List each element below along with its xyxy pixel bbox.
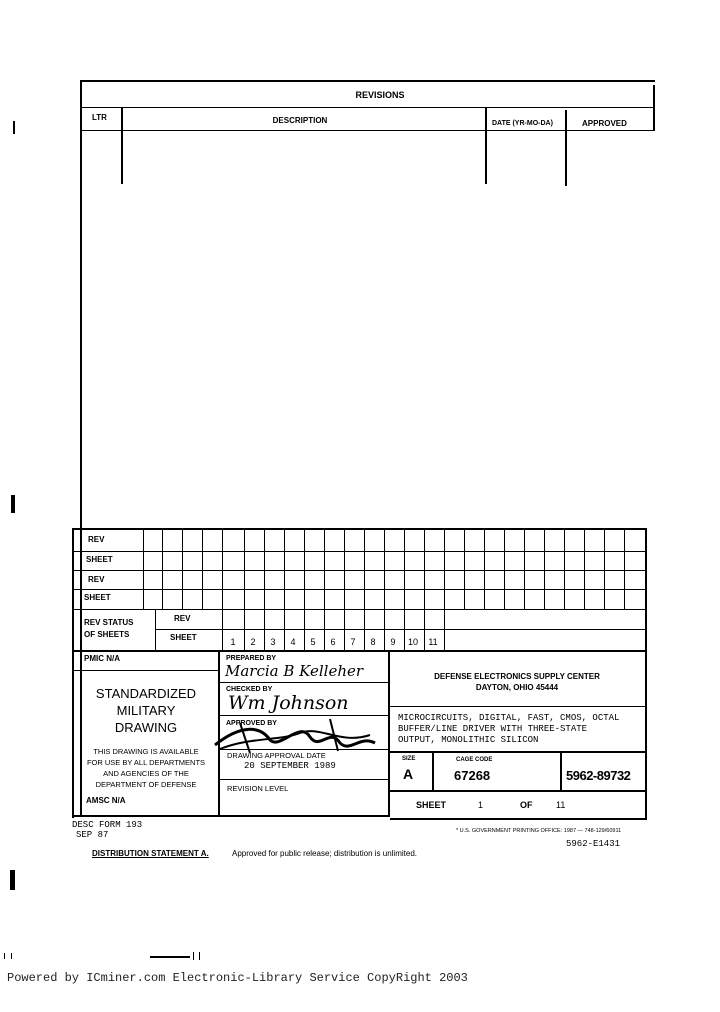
distribution-text: Approved for public release; distribution is unlimited. [232,849,417,858]
standardized-military-drawing: STANDARDIZED MILITARY DRAWING [95,686,197,735]
size-label: SIZE [402,756,416,762]
grid-label-rev: REV [88,535,105,544]
scan-artifact [193,952,200,960]
grid-column-line [464,529,465,609]
grid-column-line [304,529,305,609]
size-value: A [403,766,414,782]
description-header: DESCRIPTION [272,116,328,125]
sheet-value: 1 [478,800,484,810]
amsc-label: AMSC N/A [86,796,126,805]
sheet-number: 1 [230,637,236,647]
org-name: DEFENSE ELECTRONICS SUPPLY CENTER [434,672,600,681]
sheet-row-label: SHEET [170,633,197,642]
margin-mark [11,495,15,513]
checked-by-signature: Wm Johnson [228,692,349,714]
drawing-number: 5962-89732 [566,768,631,783]
sheet-number: 9 [390,637,396,647]
scan-artifact [150,956,190,958]
grid-column-line [544,529,545,609]
rev-status-label: REV STATUS OF SHEETS [84,618,134,639]
grid-column-line [504,529,505,609]
grid-column-line [182,529,183,609]
grid-column-line [364,529,365,609]
approved-header: APPROVED [582,119,627,128]
sheet-number: 10 [407,637,418,647]
grid-column-line [424,529,425,609]
grid-label-sheet: SHEET [84,593,111,602]
sheet-number: 8 [370,637,376,647]
cage-code-value: 67268 [454,768,491,783]
grid-column-line [202,529,203,609]
drawing-approval-date: 20 SEPTEMBER 1989 [244,761,336,771]
sheet-number: 4 [290,637,296,647]
grid-column-line [344,529,345,609]
prepared-by-signature: Marcia B Kelleher [225,662,364,680]
checked-by-label: CHECKED BY [226,686,273,693]
scan-artifact [4,953,12,959]
ltr-header: LTR [92,113,107,122]
sheet-number: 6 [330,637,336,647]
sheet-column-line [444,609,445,651]
prepared-by-label: PREPARED BY [226,655,277,662]
sheet-column-line [222,609,223,651]
drawing-title-line2: BUFFER/LINE DRIVER WITH THREE-STATE [398,724,588,734]
drawing-title-line1: MICROCIRCUITS, DIGITAL, FAST, CMOS, OCTAL [398,713,620,723]
grid-column-line [444,529,445,609]
margin-mark [10,870,15,890]
distribution-label: DISTRIBUTION STATEMENT A. [92,849,209,858]
grid-column-line [143,529,144,609]
gpo-line: * U.S. GOVERNMENT PRINTING OFFICE: 1987 — 748-129/60911 [456,828,622,834]
grid-label-rev: REV [88,575,105,584]
sheet-number: 2 [250,637,256,647]
approved-by-label: APPROVED BY [226,720,277,727]
grid-column-line [264,529,265,609]
grid-column-line [324,529,325,609]
grid-column-line [604,529,605,609]
approved-by-signature [210,715,385,755]
grid-column-line [162,529,163,609]
revision-level-label: REVISION LEVEL [227,784,289,793]
margin-mark [13,121,15,134]
grid-column-line [222,529,223,609]
grid-column-line [564,529,565,609]
date-header: DATE (YR-MO-DA) [492,120,553,127]
sheet-number: 11 [428,637,438,647]
revisions-title: REVISIONS [355,90,405,100]
drawing-approval-label: DRAWING APPROVAL DATE [227,751,326,760]
sheet-number: 7 [350,637,356,647]
org-address: DAYTON, OHIO 45444 [475,683,559,692]
drawing-title-line3: OUTPUT, MONOLITHIC SILICON [398,735,539,745]
grid-column-line [284,529,285,609]
sheet-label: SHEET [416,800,447,810]
grid-column-line [384,529,385,609]
grid-column-line [524,529,525,609]
grid-column-line [624,529,625,609]
grid-label-sheet: SHEET [86,555,113,564]
grid-column-line [404,529,405,609]
grid-column-line [584,529,585,609]
pmic-label: PMIC N/A [84,654,120,663]
grid-column-line [484,529,485,609]
grid-column-line [244,529,245,609]
powered-by-line: Powered by ICminer.com Electronic-Library Service CopyRight 2003 [7,971,468,985]
rev-row-label: REV [174,614,191,623]
sheet-number: 5 [310,637,316,647]
of-value: 11 [556,800,566,810]
cage-code-label: CAGE CODE [456,757,493,763]
form-date: SEP 87 [76,830,109,840]
form-number: DESC FORM 193 [72,820,143,830]
document-code: 5962-E1431 [566,839,621,849]
availability-statement: THIS DRAWING IS AVAILABLE FOR USE BY ALL DEPARTMENTS AND AGENCIES OF THE DEPARTMENT OF DEFENSE [86,747,206,789]
sheet-number: 3 [270,637,276,647]
of-label: OF [520,800,533,810]
